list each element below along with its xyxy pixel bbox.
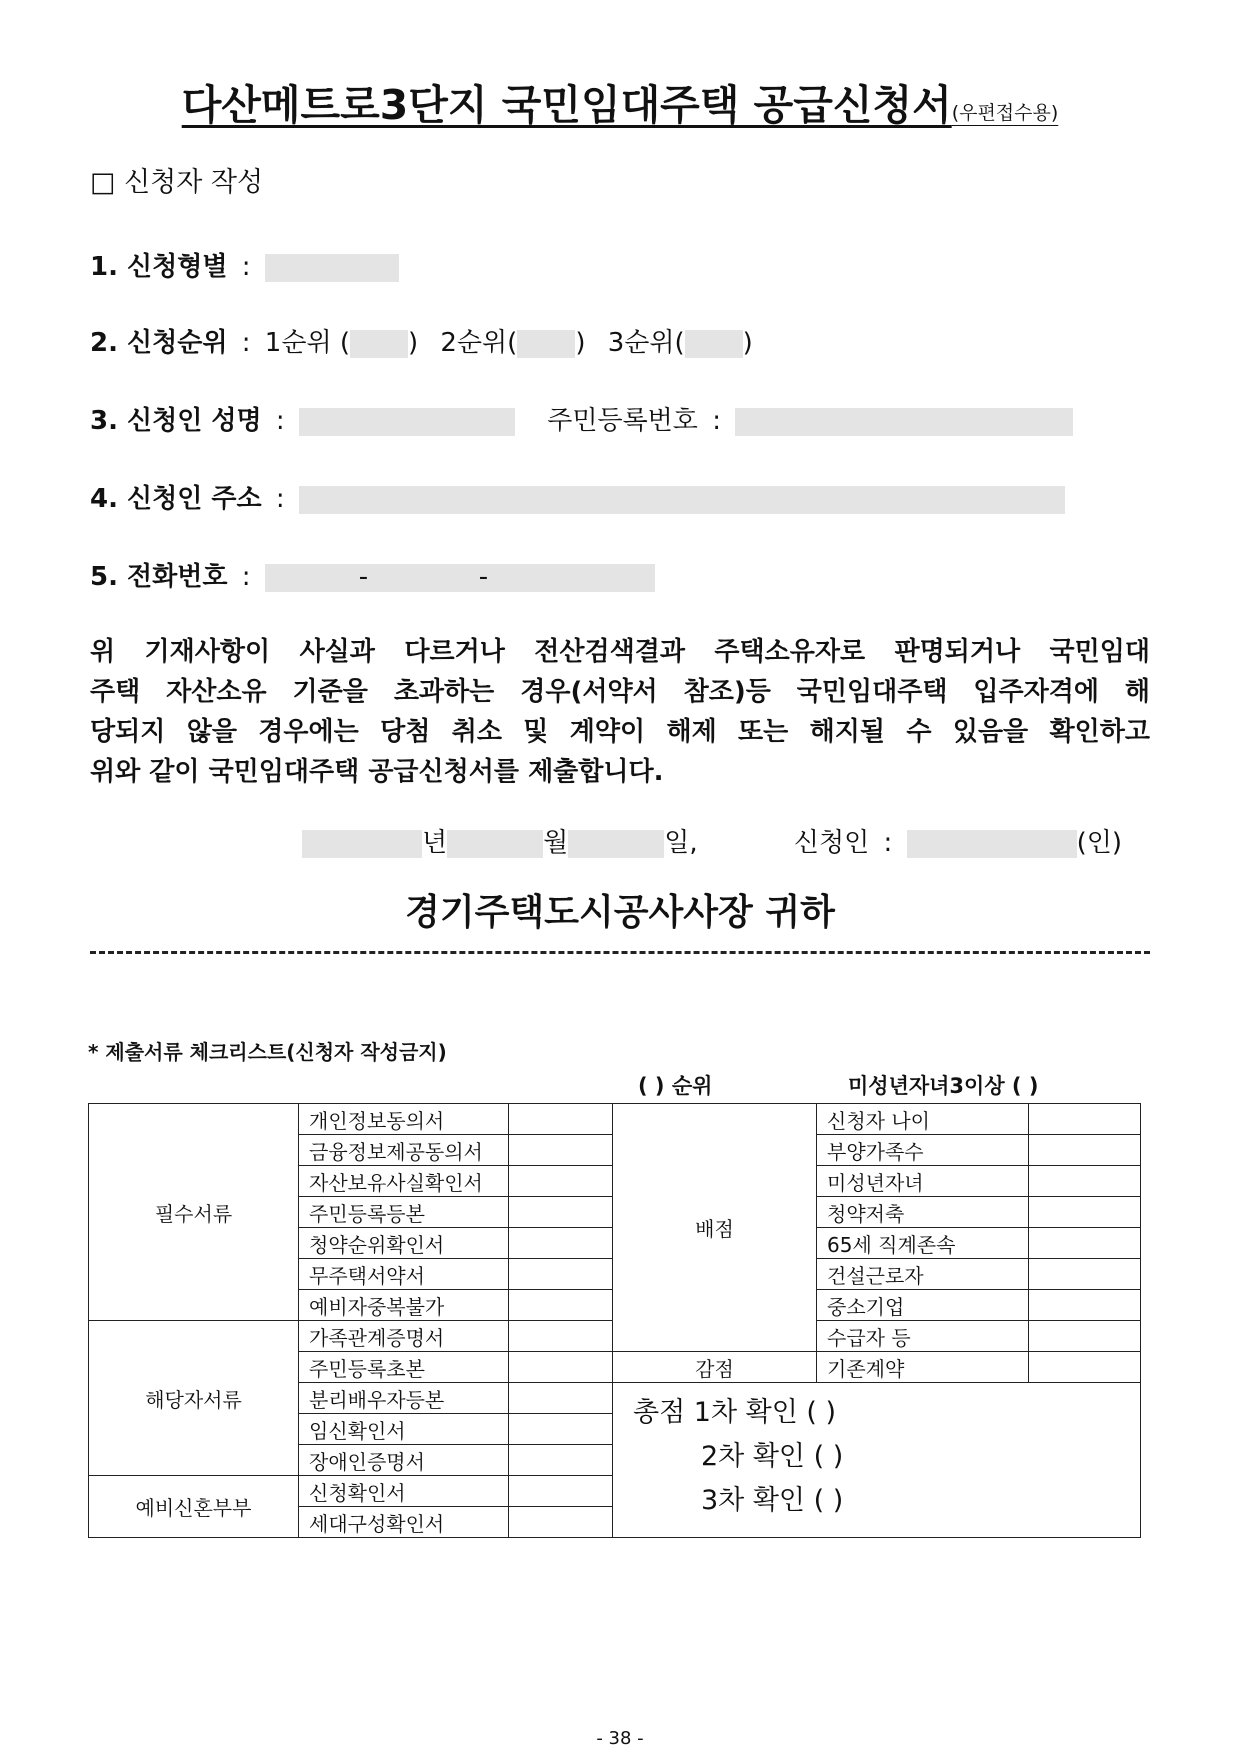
deduct-cell[interactable]: [1029, 1352, 1141, 1383]
table-row: [89, 1104, 1141, 1135]
applicant-name-input[interactable]: [299, 408, 515, 436]
form-title: [0, 72, 1240, 131]
colon: :: [275, 406, 285, 436]
colon: :: [275, 484, 285, 514]
section-label: □ 신청자 작성: [90, 167, 264, 198]
doc-name: 자산보유사실확인서: [299, 1166, 509, 1197]
score-item: 건설근로자: [817, 1259, 1029, 1290]
statement-line: 위와 같이 국민임대주택 공급신청서를 제출합니다.: [90, 757, 664, 787]
doc-name: 개인정보동의서: [299, 1104, 509, 1135]
doc-check-cell[interactable]: [509, 1166, 613, 1197]
phone-dash: -: [478, 561, 489, 592]
score-item: 청약저축: [817, 1197, 1029, 1228]
colon: :: [241, 562, 251, 592]
field-rank-row: [90, 322, 753, 359]
deduct-item: 기존계약: [817, 1352, 1029, 1383]
seal-label: (인): [1076, 828, 1122, 858]
addressee: 경기주택도시공사사장 귀하: [405, 892, 835, 933]
score-cell[interactable]: [1029, 1259, 1141, 1290]
doc-name: 무주택서약서: [299, 1259, 509, 1290]
rank1-input[interactable]: [350, 330, 408, 358]
score-cell[interactable]: [1029, 1197, 1141, 1228]
score-item: 부양가족수: [817, 1135, 1029, 1166]
checklist-table: [88, 1103, 1141, 1538]
field-phone-row: [90, 556, 655, 593]
rank2-label: 2순위(: [440, 328, 518, 358]
doc-check-cell[interactable]: [509, 1197, 613, 1228]
doc-check-cell[interactable]: [509, 1104, 613, 1135]
doc-name: 신청확인서: [299, 1476, 509, 1507]
rank1-label: 1순위 (: [264, 328, 350, 358]
score-item: 신청자 나이: [817, 1104, 1029, 1135]
doc-name: 주민등록초본: [299, 1352, 509, 1383]
doc-check-cell[interactable]: [509, 1507, 613, 1538]
doc-check-cell[interactable]: [509, 1321, 613, 1352]
doc-check-cell[interactable]: [509, 1414, 613, 1445]
total-line-1: [623, 1391, 1130, 1435]
doc-check-cell[interactable]: [509, 1135, 613, 1166]
field-type-row: [90, 246, 399, 283]
field-rank-label: 2. 신청순위: [90, 328, 228, 358]
total-score-box: [613, 1383, 1141, 1538]
checklist-heading: * 제출서류 체크리스트(신청자 작성금지): [88, 1040, 447, 1064]
doc-check-cell[interactable]: [509, 1228, 613, 1259]
year-input[interactable]: [302, 830, 422, 858]
checklist-minor-children: 미성년자녀3이상 ( ): [848, 1074, 1039, 1098]
field-phone-label: 5. 전화번호: [90, 562, 228, 592]
field-type-label: 1. 신청형별: [90, 252, 228, 282]
doc-check-cell[interactable]: [509, 1445, 613, 1476]
rrn-input[interactable]: [735, 408, 1073, 436]
score-item: 중소기업: [817, 1290, 1029, 1321]
doc-name: 장애인증명서: [299, 1445, 509, 1476]
checklist-rank: ( ) 순위: [638, 1074, 713, 1098]
doc-name: 주민등록등본: [299, 1197, 509, 1228]
statement-paragraph: [90, 632, 1150, 792]
doc-name: 임신확인서: [299, 1414, 509, 1445]
rank3-input[interactable]: [685, 330, 743, 358]
total-first-check: 1차 확인 ( ): [693, 1397, 837, 1428]
doc-check-cell[interactable]: [509, 1476, 613, 1507]
field-name-row: [90, 400, 1073, 437]
doc-check-cell[interactable]: [509, 1290, 613, 1321]
rank2-input[interactable]: [517, 330, 575, 358]
score-item: 65세 직계존속: [817, 1228, 1029, 1259]
total-second-check: 2차 확인 ( ): [701, 1441, 844, 1472]
field-name-label: 3. 신청인 성명: [90, 406, 262, 436]
rank3-close: ): [742, 328, 753, 358]
doc-name: 가족관계증명서: [299, 1321, 509, 1352]
doc-name: 분리배우자등본: [299, 1383, 509, 1414]
phone-dash: -: [358, 561, 369, 592]
field-type-input[interactable]: [265, 254, 399, 282]
group-applicable: 해당자서류: [89, 1321, 299, 1476]
statement-line: 위 기재사항이 사실과 다르거나 전산검색결과 주택소유자로 판명되거나 국민임대: [90, 637, 1150, 667]
address-input[interactable]: [299, 486, 1065, 514]
cut-line-divider: [90, 951, 1150, 954]
score-label: 배점: [613, 1104, 817, 1352]
form-title-sub: (우편접수용): [951, 102, 1059, 124]
rank2-close: ): [575, 328, 586, 358]
doc-name: 세대구성확인서: [299, 1507, 509, 1538]
deduct-label: 감점: [613, 1352, 817, 1383]
rrn-label: 주민등록번호: [547, 406, 698, 436]
applicant-sign-input[interactable]: [907, 830, 1077, 858]
statement-line: 주택 자산소유 기준을 초과하는 경우(서약서 참조)등 국민임대주택 입주자격에 해: [90, 677, 1150, 707]
form-title-main: 다산메트로3단지 국민임대주택 공급신청서: [181, 81, 952, 129]
phone-input[interactable]: [265, 561, 655, 592]
rank3-label: 3순위(: [607, 328, 685, 358]
applicant-sign-label: 신청인: [793, 828, 870, 858]
score-cell[interactable]: [1029, 1228, 1141, 1259]
score-cell[interactable]: [1029, 1135, 1141, 1166]
total-label: 총점: [633, 1397, 686, 1428]
field-address-row: [90, 478, 1065, 515]
group-required: 필수서류: [89, 1104, 299, 1321]
day-label: 일,: [664, 828, 698, 858]
statement-line: 당되지 않을 경우에는 당첨 취소 및 계약이 해제 또는 해지될 수 있음을 확인하고: [90, 717, 1150, 747]
score-item: 미성년자녀: [817, 1166, 1029, 1197]
doc-name: 금융정보제공동의서: [299, 1135, 509, 1166]
month-input[interactable]: [447, 830, 543, 858]
score-cell[interactable]: [1029, 1290, 1141, 1321]
score-cell[interactable]: [1029, 1104, 1141, 1135]
field-address-label: 4. 신청인 주소: [90, 484, 262, 514]
total-third-check: 3차 확인 ( ): [701, 1485, 844, 1516]
doc-name: 청약순위확인서: [299, 1228, 509, 1259]
year-label: 년: [422, 828, 448, 858]
doc-check-cell[interactable]: [509, 1352, 613, 1383]
day-input[interactable]: [568, 830, 664, 858]
score-cell[interactable]: [1029, 1166, 1141, 1197]
colon: :: [241, 328, 251, 358]
doc-check-cell[interactable]: [509, 1259, 613, 1290]
doc-name: 예비자중복불가: [299, 1290, 509, 1321]
colon: :: [712, 406, 721, 436]
rank1-close: ): [407, 328, 419, 358]
date-line: [302, 822, 1122, 859]
score-cell[interactable]: [1029, 1321, 1141, 1352]
colon: :: [241, 252, 251, 282]
doc-check-cell[interactable]: [509, 1383, 613, 1414]
page-number: - 38 -: [596, 1728, 644, 1749]
month-label: 월: [543, 828, 569, 858]
score-item: 수급자 등: [817, 1321, 1029, 1352]
colon: :: [883, 828, 893, 858]
group-newlywed: 예비신혼부부: [89, 1476, 299, 1538]
